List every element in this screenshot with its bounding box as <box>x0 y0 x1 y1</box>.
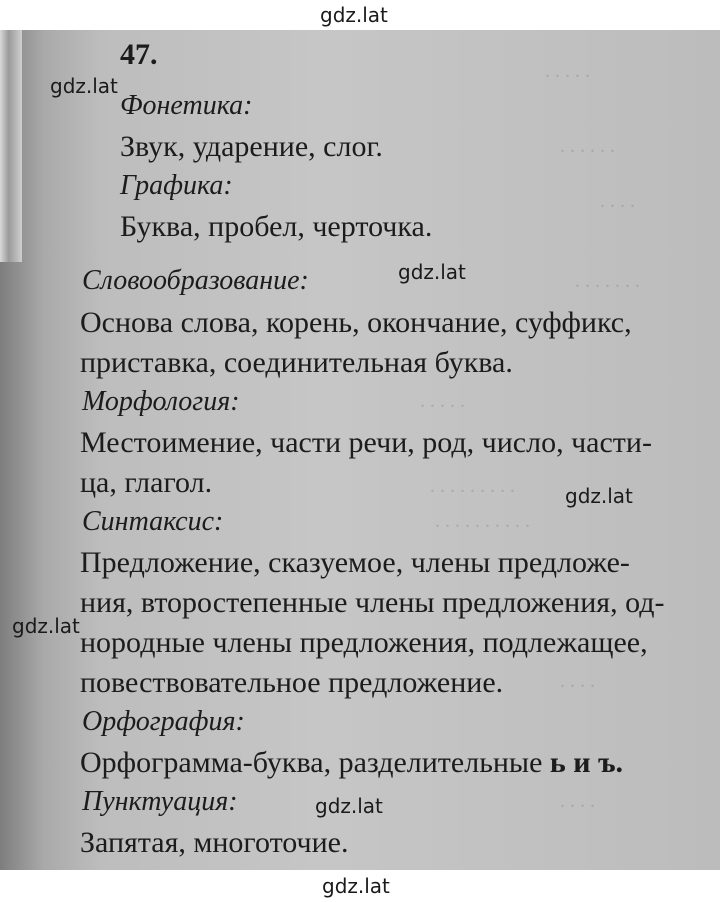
watermark: gdz.lat <box>320 3 388 27</box>
section-heading-graphics: Графика: <box>120 170 233 201</box>
section-text-word-formation-line-1: Основа слова, корень, окончание, суффикс, <box>80 306 632 339</box>
section-text-punctuation: Запятая, многоточие. <box>80 826 349 859</box>
bleed-through-text: . . . . . . . <box>575 270 640 292</box>
watermark: gdz.lat <box>315 794 383 818</box>
bleed-through-text: . . . . . <box>420 390 465 412</box>
bleed-through-text: . . . . <box>560 670 595 692</box>
bleed-through-text: . . . . . . <box>560 135 615 157</box>
watermark: gdz.lat <box>565 484 633 508</box>
exercise-number: 47. <box>120 38 158 71</box>
section-text-phonetics: Звук, ударение, слог. <box>120 130 383 163</box>
bleed-through-text: . . . . . <box>545 60 590 82</box>
section-heading-syntax: Синтаксис: <box>82 506 224 537</box>
section-text-syntax-line-1: Предложение, сказуемое, члены предложе- <box>80 546 630 579</box>
bleed-through-text: . . . . <box>560 790 595 812</box>
section-heading-word-formation: Словообразование: <box>82 265 309 296</box>
section-text-morphology-line-2: ца, глагол. <box>80 466 213 499</box>
bleed-through-text: . . . . . . . . . . <box>435 510 530 532</box>
section-text-morphology-line-1: Местоимение, части речи, род, число, части- <box>80 426 652 459</box>
section-heading-phonetics: Фонетика: <box>120 90 253 121</box>
watermark: gdz.lat <box>50 74 118 98</box>
bleed-through-text: . . . . <box>600 190 635 212</box>
section-text-syntax-line-3: нородные члены предложения, подлежащее, <box>80 626 648 659</box>
section-text-syntax-line-2: ния, второстепенные члены предложения, од- <box>80 586 665 619</box>
section-text-word-formation-line-2: приставка, соединительная буква. <box>80 346 513 379</box>
section-heading-punctuation: Пунктуация: <box>82 786 238 817</box>
watermark: gdz.lat <box>12 614 80 638</box>
bleed-through-text: . . . . . . . . . <box>430 475 515 497</box>
section-text-syntax-line-4: повествовательное предложение. <box>80 666 504 699</box>
section-text-orthography <box>80 746 623 780</box>
section-heading-morphology: Морфология: <box>82 386 240 417</box>
section-heading-orthography: Орфография: <box>82 706 245 737</box>
section-text-graphics: Буква, пробел, черточка. <box>120 210 433 243</box>
watermark: gdz.lat <box>398 260 466 284</box>
watermark: gdz.lat <box>322 874 390 898</box>
book-page <box>0 30 720 870</box>
orthography-text: Орфограмма-буква, разделительные <box>80 746 550 779</box>
orthography-letters: ь и ъ. <box>549 746 624 779</box>
book-spine-shadow <box>0 30 22 262</box>
